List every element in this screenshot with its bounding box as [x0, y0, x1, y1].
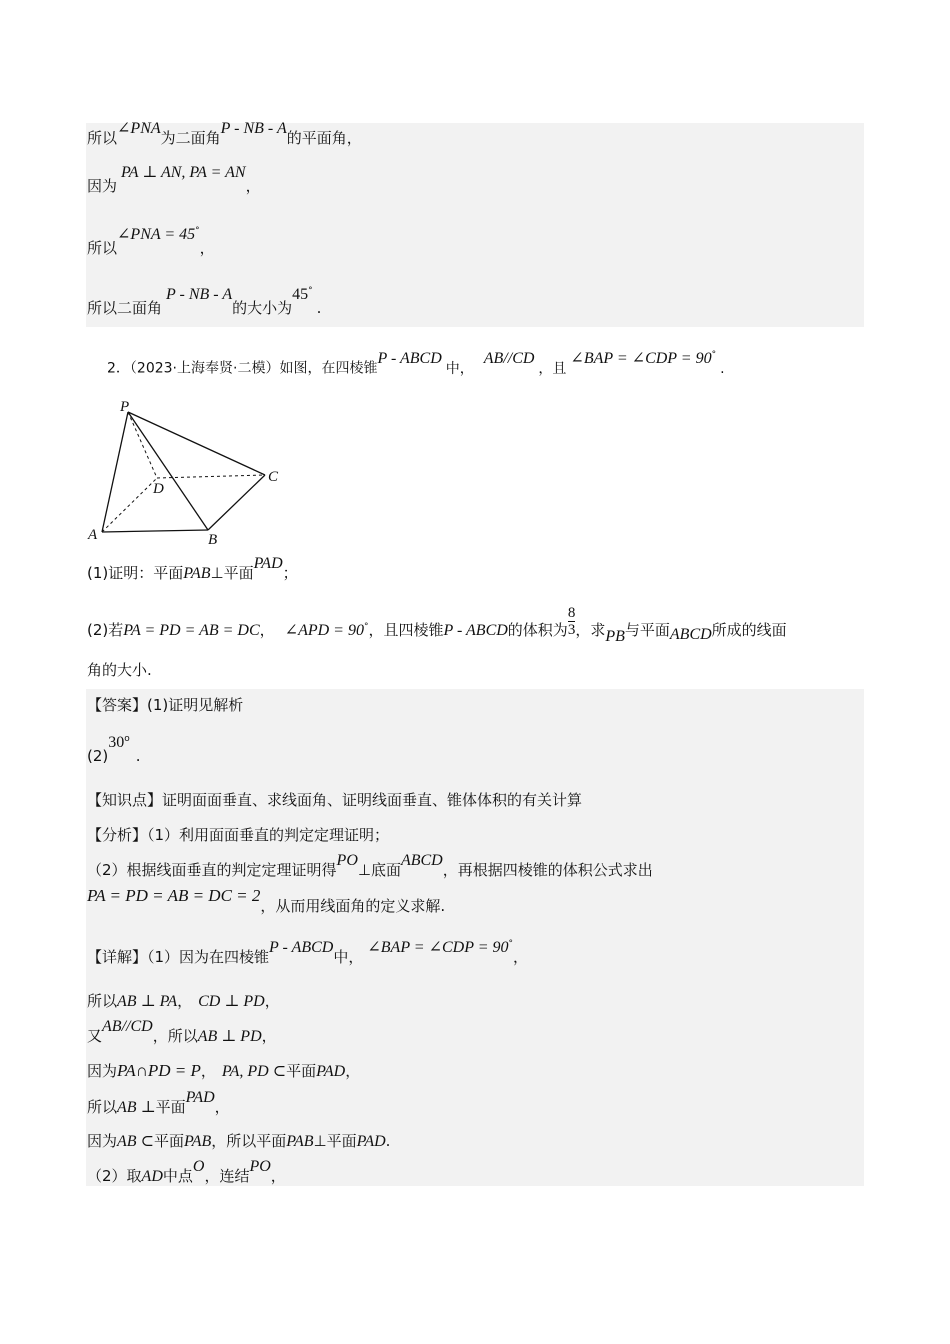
- sol1-line-4: 所以二面角P - NB - A的大小为45°.: [87, 286, 322, 317]
- knowledge-line: 【知识点】证明面面垂直、求线面角、证明线面垂直、锥体体积的有关计算: [87, 791, 583, 809]
- sol1-line-3: 所以∠PNA = 45°，: [87, 226, 215, 257]
- detail-line-5: 所以AB ⊥平面PAD，: [87, 1089, 230, 1116]
- analysis-line-2: （2）根据线面垂直的判定定理证明得PO⊥底面ABCD，再根据四棱锥的体积公式求出: [87, 852, 653, 879]
- analysis-line-1: 【分析】（1）利用面面垂直的判定定理证明；: [87, 826, 390, 844]
- detail-line-1: 【详解】（1）因为在四棱锥P - ABCD中，∠BAP = ∠CDP = 90°，: [87, 939, 529, 966]
- question-1: (1)证明：平面PAB⊥平面PAD；: [87, 555, 298, 582]
- analysis-line-3: PA = PD = AB = DC = 2，从而用线面角的定义求解.: [87, 886, 446, 915]
- detail-line-7: （2）取AD中点O，连结PO，: [87, 1158, 286, 1185]
- label-P: P: [120, 399, 130, 415]
- detail-line-3: 又AB//CD，所以AB ⊥ PD，: [87, 1018, 277, 1045]
- label-B: B: [208, 532, 218, 548]
- detail-line-6: 因为AB ⊂平面PAB，所以平面PAB⊥平面PAD.: [87, 1132, 391, 1150]
- sol1-line-1: 所以∠PNA为二面角P - NB - A的平面角，: [87, 120, 362, 147]
- answer-line-2: (2)30$^o$.: [87, 734, 141, 765]
- label-C: C: [268, 469, 279, 485]
- volume-fraction: $\frac{8}{3}$: [567, 605, 576, 638]
- answer-line: 【答案】(1)证明见解析: [87, 696, 244, 714]
- question-2: (2)若PA = PD = AB = DC， ∠APD = 90°，且四棱锥P - ABCD的体积为 $\frac{8}{3}$ ，求PB与平面ABCD所成的线面: [87, 605, 787, 645]
- detail-line-4: 因为PA∩PD = P， PA, PD ⊂平面PAD，: [87, 1061, 361, 1080]
- label-D: D: [153, 481, 164, 497]
- question-2-cont: 角的大小.: [87, 661, 152, 679]
- detail-line-2: 所以AB ⊥ PA， CD ⊥ PD，: [87, 992, 280, 1010]
- pyramid-figure: [80, 398, 280, 548]
- sol1-line-2: 因为PA ⊥ AN, PA = AN，: [87, 164, 261, 195]
- label-A: A: [88, 527, 98, 543]
- problem-statement: 2．（2023·上海奉贤·二模）如图，在四棱锥P - ABCD中，AB//CD，且∠BAP = ∠CDP = 90°.: [107, 349, 725, 377]
